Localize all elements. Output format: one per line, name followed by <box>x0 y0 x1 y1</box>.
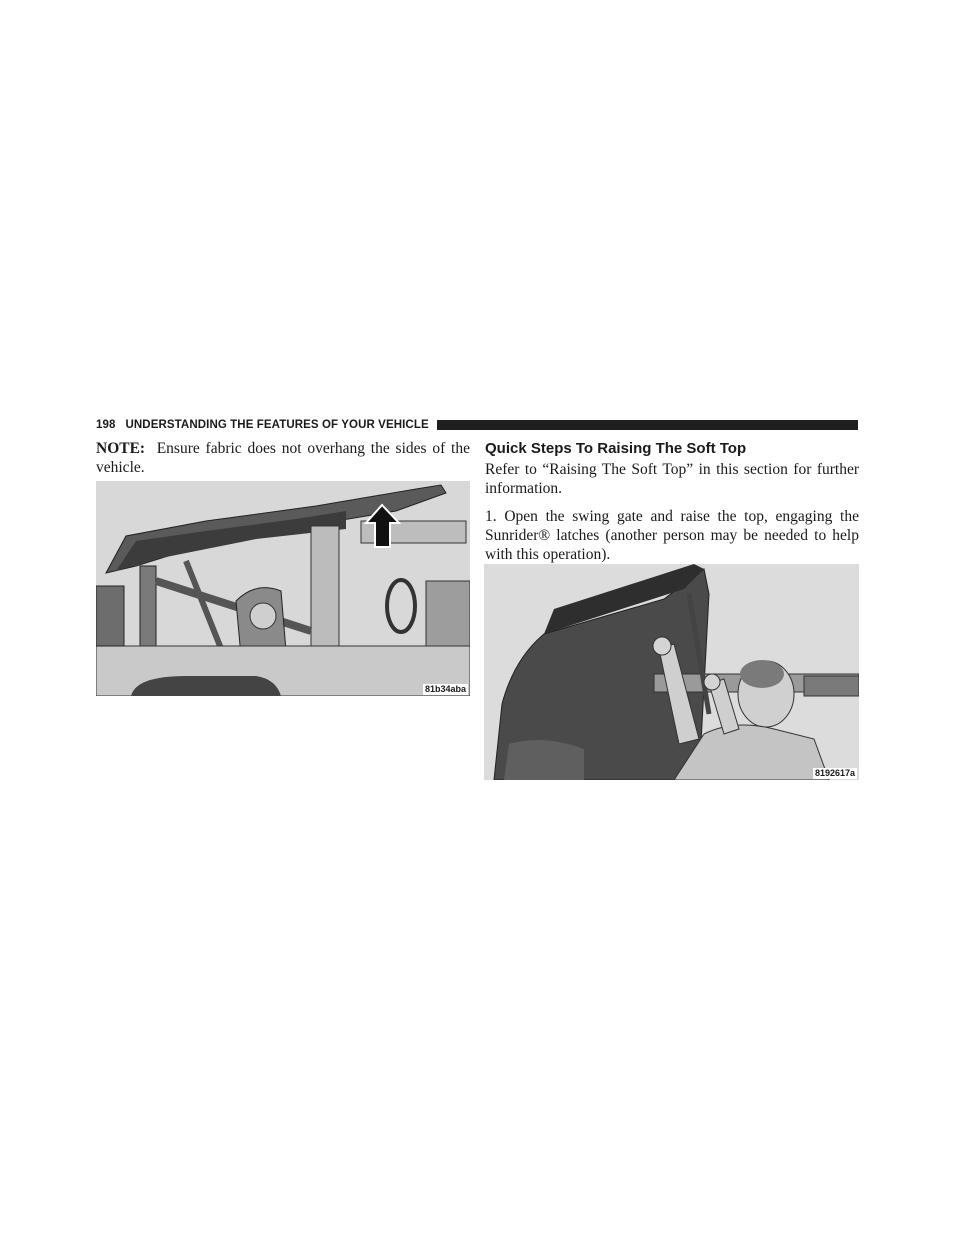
step-1-paragraph: 1. Open the swing gate and raise the top, engaging the Sunrider® latches (another person may be needed to help with this operation). <box>485 508 859 563</box>
section-heading: Quick Steps To Raising The Soft Top <box>485 440 747 457</box>
figure-code: 81b34aba <box>424 684 466 694</box>
person-raising-top-illustration <box>484 564 859 780</box>
header-bar <box>437 420 858 430</box>
figure-raising-soft-top <box>484 564 859 780</box>
note-paragraph <box>96 439 470 477</box>
right-column <box>485 439 859 573</box>
intro-paragraph: Refer to “Raising The Soft Top” in this section for further information. <box>485 461 859 497</box>
figure-code: 8192617a <box>814 768 855 778</box>
figure-soft-top-raised <box>96 481 470 696</box>
left-column <box>96 439 470 477</box>
page-number: 198 <box>96 419 116 431</box>
note-label: NOTE: <box>96 440 146 457</box>
page-header <box>96 417 858 433</box>
section-title: UNDERSTANDING THE FEATURES OF YOUR VEHICLE <box>125 419 429 431</box>
note-text: Ensure fabric does not overhang the sides of the vehicle. <box>96 440 470 476</box>
vehicle-illustration <box>96 481 470 696</box>
